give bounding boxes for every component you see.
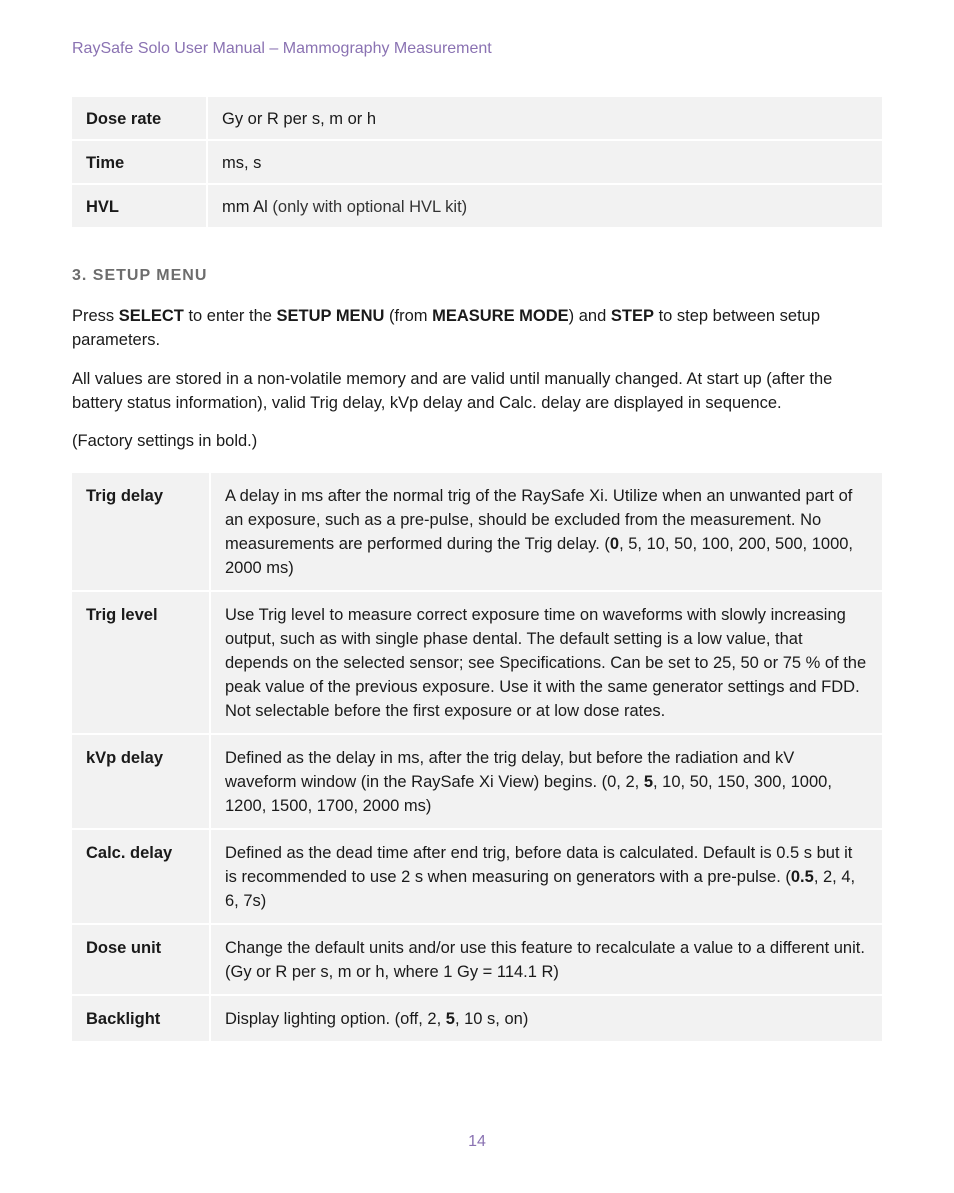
- row-label: Calc. delay: [72, 830, 211, 925]
- setup-parameters-table: [72, 473, 882, 1043]
- setup-menu-label: SETUP MENU: [276, 307, 385, 325]
- paragraph-memory-info: All values are stored in a non-volatile memory and are valid until manually changed. At start up (after the battery status information), valid Trig delay, kVp delay and Calc. delay are displayed in sequence.: [72, 370, 833, 412]
- row-value: Use Trig level to measure correct exposure time on waveforms with slowly increasing output, such as with single phase dental. The default setting is a low value, that depends on the selected sensor; see Specifications. Can be set to 25, 50 or 75 % of the peak value of the previous exposure. Use it with the same generator settings and FDD. Not selectable before the first exposure or at low dose rates.: [211, 592, 882, 735]
- table-row: [72, 925, 882, 996]
- text-run: to enter the: [183, 307, 277, 325]
- text-run: to step between setup parameters.: [72, 307, 821, 349]
- row-value: [211, 473, 882, 592]
- table-row: [72, 592, 882, 735]
- value-text: Defined as the delay in ms, after the trig delay, but before the radiation and kV waveform window (in the RaySafe Xi View) begins. (0, 2,: [225, 749, 795, 791]
- row-label: Dose unit: [72, 925, 211, 996]
- row-label: Trig delay: [72, 473, 211, 592]
- row-label: Trig level: [72, 592, 211, 735]
- select-key-label: SELECT: [118, 307, 184, 325]
- units-table: [72, 97, 882, 229]
- table-row: [72, 996, 882, 1043]
- table-row: [72, 830, 882, 925]
- text-run: ) and: [568, 307, 611, 325]
- measure-mode-label: MEASURE MODE: [432, 307, 569, 325]
- row-value: [208, 97, 882, 141]
- factory-default: 5: [643, 773, 653, 791]
- row-value: [208, 185, 882, 229]
- value-text: mm Al: [222, 198, 268, 216]
- row-value: Change the default units and/or use this feature to recalculate a value to a different unit. (Gy or R per s, m or h, where 1 Gy = 114.1 R): [211, 925, 882, 996]
- table-row: [72, 141, 882, 185]
- value-text: A delay in ms after the normal trig of the RaySafe Xi. Utilize when an unwanted part of an exposure, such as a pre-pulse, should be excluded from the measurement. No measurements are performed during the Trig delay. (: [225, 487, 853, 553]
- step-key-label: STEP: [610, 307, 654, 325]
- row-value: [211, 830, 882, 925]
- row-label: Backlight: [72, 996, 211, 1043]
- paragraph-factory-note: (Factory settings in bold.): [72, 432, 258, 450]
- text-run: Press: [72, 307, 119, 325]
- value-text: , 10 s, on): [454, 1010, 529, 1028]
- row-label: Dose rate: [72, 97, 208, 141]
- value-text: , 5, 10, 50, 100, 200, 500, 1000, 2000 ms): [225, 535, 854, 577]
- table-row: [72, 97, 882, 141]
- row-label: Time: [72, 141, 208, 185]
- section-heading: 3. SETUP MENU: [72, 267, 208, 284]
- value-note: (only with optional HVL kit): [267, 198, 468, 216]
- paragraph-setup-instructions: [72, 304, 872, 352]
- value-text: , 2, 4, 6, 7s): [225, 868, 856, 910]
- row-value: [208, 141, 882, 185]
- factory-default: 0: [609, 535, 620, 553]
- table-row: [72, 473, 882, 592]
- table-row: [72, 735, 882, 830]
- value-text: Defined as the dead time after end trig, before data is calculated. Default is 0.5 s but it is recommended to use 2 s when measuring on generators with a pre-pulse. (: [225, 844, 853, 886]
- text-run: (from: [384, 307, 433, 325]
- factory-default: 0.5: [790, 868, 814, 886]
- row-value: [211, 735, 882, 830]
- row-label: HVL: [72, 185, 208, 229]
- factory-default: 5: [445, 1010, 455, 1028]
- value-text: ms, s: [222, 154, 262, 172]
- page-number: 14: [468, 1133, 486, 1150]
- value-text: Gy or R per s, m or h: [222, 110, 377, 128]
- row-label: kVp delay: [72, 735, 211, 830]
- value-text: Display lighting option. (off, 2,: [225, 1010, 446, 1028]
- running-header: RaySafe Solo User Manual – Mammography Measurement: [72, 40, 492, 57]
- table-row: [72, 185, 882, 229]
- row-value: [211, 996, 882, 1043]
- value-text: , 10, 50, 150, 300, 1000, 1200, 1500, 1700, 2000 ms): [225, 773, 832, 815]
